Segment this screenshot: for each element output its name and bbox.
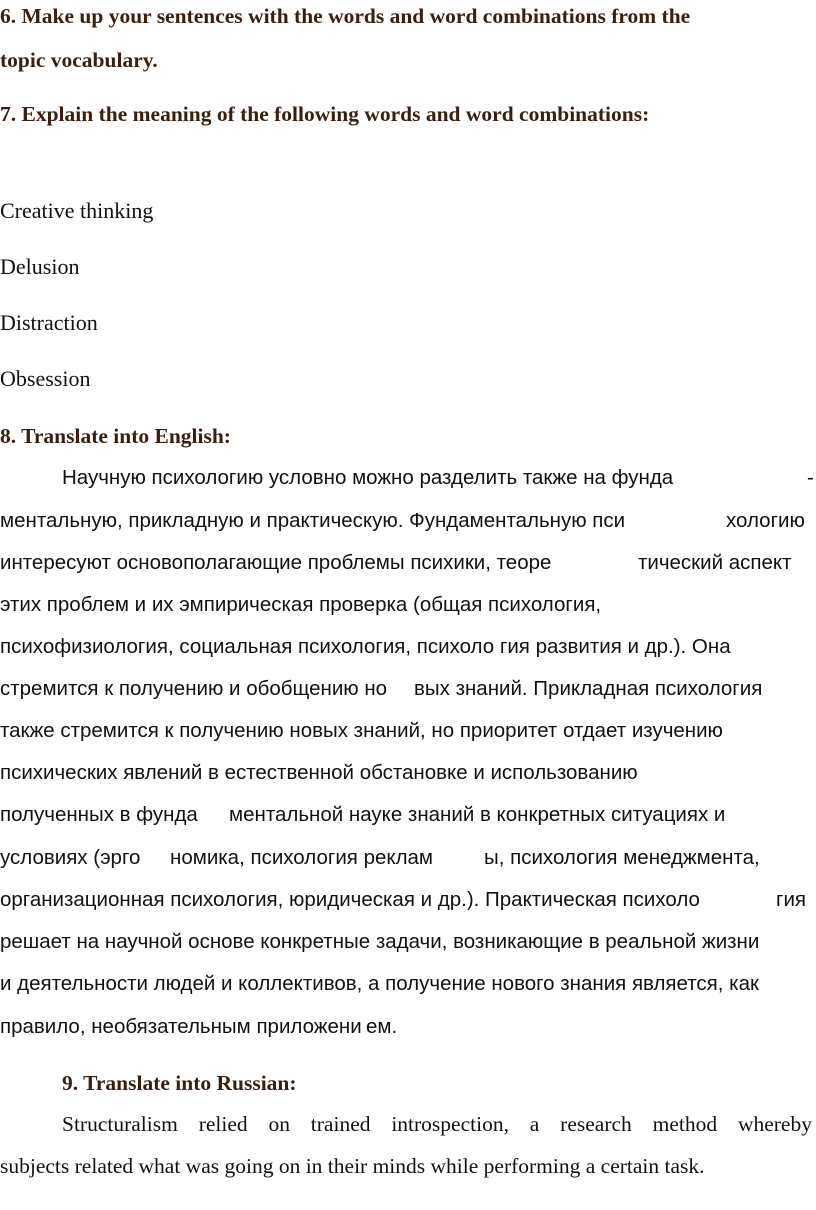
ru-line-8: психических явлений в естественной обстановке и использованию: [0, 761, 638, 784]
en-word: research: [560, 1112, 632, 1136]
en-word: introspection,: [391, 1112, 509, 1136]
ru-line-14b: ем.: [366, 1015, 398, 1038]
task-6-heading-line-2: topic vocabulary.: [0, 48, 158, 72]
en-word: trained: [310, 1112, 371, 1136]
en-line-1: [62, 1111, 812, 1137]
vocab-item-creative-thinking: Creative thinking: [0, 198, 154, 223]
ru-line-11a: организационная психология, юридическая и др.). Практическая психоло: [0, 888, 700, 911]
en-word: whereby: [737, 1112, 812, 1136]
ru-line-2b: хологию: [726, 509, 805, 532]
task-7-heading: 7. Explain the meaning of the following words and word combinations:: [0, 102, 650, 126]
ru-line-9a: полученных в фунда: [0, 803, 198, 826]
ru-line-11b: гия: [776, 888, 807, 911]
ru-line-9b: ментальной науке знаний в конкретных ситуациях и: [229, 803, 726, 826]
ru-line-4: этих проблем и их эмпирическая проверка (общая психология,: [0, 593, 602, 616]
task-8-heading: 8. Translate into English:: [0, 424, 231, 448]
ru-line-5: психофизиология, социальная психология, психоло гия развития и др.). Она: [0, 635, 731, 658]
en-word: on: [268, 1112, 290, 1136]
ru-line-3b: тический аспект: [638, 551, 792, 574]
ru-line-6b: вых знаний. Прикладная психология: [414, 677, 763, 700]
en-word: a: [529, 1112, 540, 1136]
ru-line-10a: условиях (эрго: [0, 846, 141, 869]
en-word: relied: [198, 1112, 248, 1136]
vocab-item-distraction: Distraction: [0, 310, 98, 335]
ru-line-10c: ы, психология менеджмента,: [484, 846, 760, 869]
vocab-item-obsession: Obsession: [0, 366, 91, 391]
ru-line-6a: стремится к получению и обобщению но: [0, 677, 388, 700]
en-line-2: subjects related what was going on in their minds while performing a certain task.: [0, 1154, 705, 1178]
ru-line-14a: правило, необязательным приложени: [0, 1015, 362, 1038]
ru-line-1a: Научную психологию условно можно разделить также на фунда: [62, 466, 674, 489]
task-6-heading-line-1: 6. Make up your sentences with the words and word combinations from the: [0, 4, 691, 28]
ru-line-3a: интересуют основополагающие проблемы психики, теоре: [0, 551, 552, 574]
task-9-heading: 9. Translate into Russian:: [62, 1071, 297, 1095]
ru-line-7: также стремится к получению новых знаний, но приоритет отдает изучению: [0, 719, 723, 742]
ru-line-1b: -: [807, 466, 814, 489]
ru-line-2a: ментальную, прикладную и практическую. Фундаментальную пси: [0, 509, 626, 532]
ru-line-13: и деятельности людей и коллективов, а получение нового знания является, как: [0, 972, 759, 995]
ru-line-12: решает на научной основе конкретные задачи, возникающие в реальной жизни: [0, 930, 760, 953]
en-word: Structuralism: [62, 1112, 178, 1136]
ru-line-10b: номика, психология реклам: [170, 846, 434, 869]
vocab-item-delusion: Delusion: [0, 254, 80, 279]
en-word: method: [652, 1112, 718, 1136]
